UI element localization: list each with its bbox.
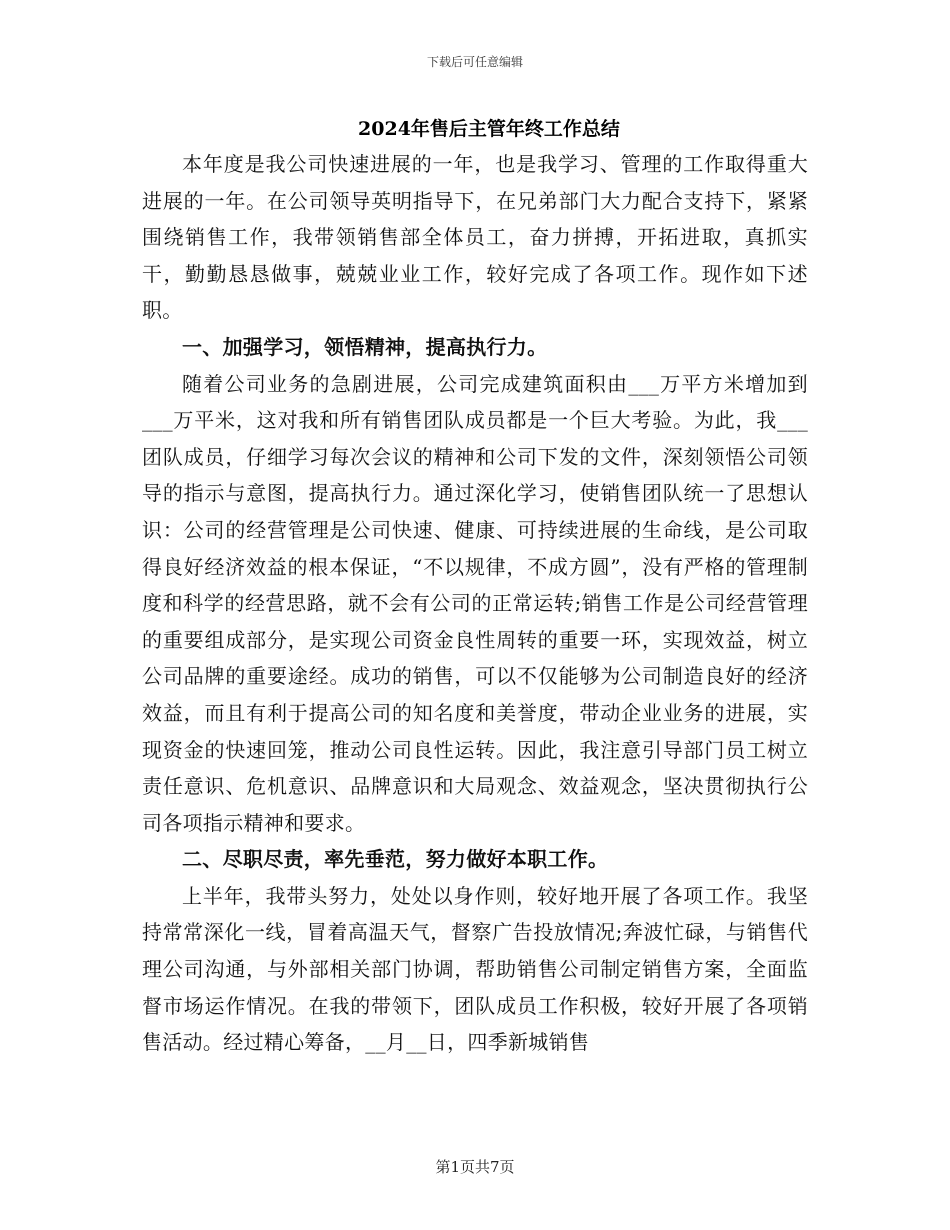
section-2-paragraph: 上半年，我带头努力，处处以身作则，较好地开展了各项工作。我坚持常常深化一线，冒着高温天气，督察广告投放情况;奔波忙碌，与销售代理公司沟通，与外部相关部门协调，帮助销售公司制定销售方案，全面监督市场运作情况。在我的带领下，团队成员工作积极，较好开展了各项销售活动。经过精心筹备，__月__日，四季新城销售 bbox=[142, 883, 808, 1055]
intro-paragraph: 本年度是我公司快速进展的一年，也是我学习、管理的工作取得重大进展的一年。在公司领导英明指导下，在兄弟部门大力配合支持下，紧紧围绕销售工作，我带领销售部全体员工，奋力拼搏，开拓进取，真抓实干，勤勤恳恳做事，兢兢业业工作，较好完成了各项工作。现作如下述职。 bbox=[142, 152, 808, 323]
section-1-paragraph: 随着公司业务的急剧进展，公司完成建筑面积由___万平方米增加到___万平米，这对我和所有销售团队成员都是一个巨大考验。为此，我___团队成员，仔细学习每次会议的精神和公司下发的文件，深刻领悟公司领导的指示与意图，提高执行力。通过深化学习，使销售团队统一了思想认识：公司的经营管理是公司快速、健康、可持续进展的生命线，是公司取得良好经济效益的根本保证，“不以规律，不成方圆”，没有严格的管理制度和科学的经营思路，就不会有公司的正常运转;销售工作是公司经营管理的重要组成部分，是实现公司资金良性周转的重要一环，实现效益，树立公司品牌的重要途经。成功的销售，可以不仅能够为公司制造良好的经济效益，而且有利于提高公司的知名度和美誉度，带动企业业务的进展，实现资金的快速回笼，推动公司良性运转。因此，我注意引导部门员工树立责任意识、危机意识、品牌意识和大局观念、效益观念，坚决贯彻执行公司各项指示精神和要求。 bbox=[142, 371, 808, 835]
document-body bbox=[142, 146, 808, 1061]
document-title: 2024年售后主管年终工作总结 bbox=[358, 118, 620, 140]
page-indicator: 第1页共7页 bbox=[435, 1158, 515, 1176]
section-heading-1: 一、加强学习，领悟精神，提高执行力。 bbox=[182, 334, 548, 359]
section-heading-2: 二、尽职尽责，率先垂范，努力做好本职工作。 bbox=[182, 847, 609, 872]
header-note: 下载后可任意编辑 bbox=[426, 55, 523, 69]
